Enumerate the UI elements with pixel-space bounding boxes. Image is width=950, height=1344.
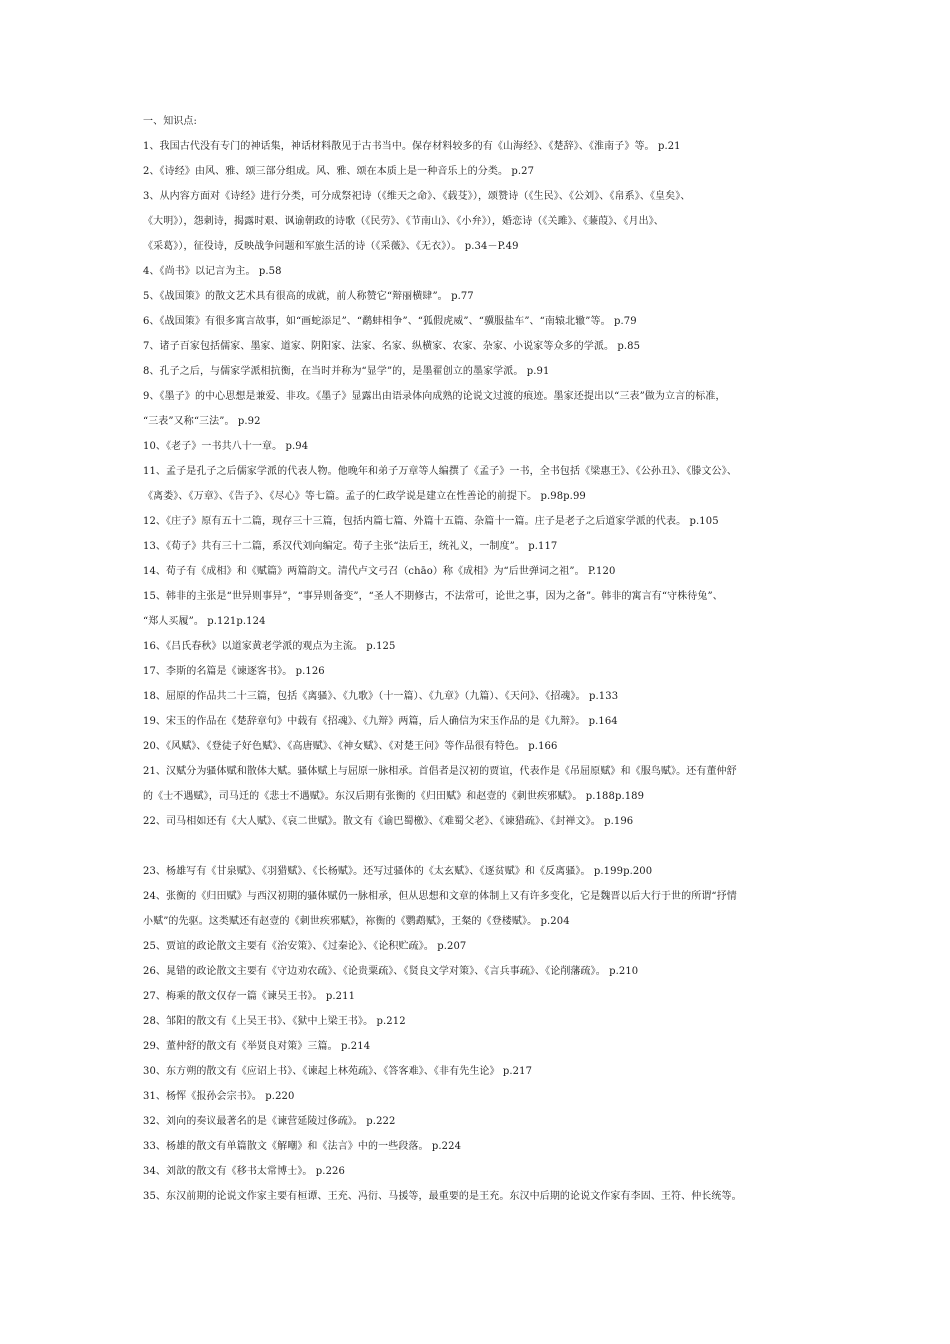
text-line: 22、司马相如还有《大人赋》、《哀二世赋》。散文有《谕巴蜀檄》、《难蜀父老》、《谏猎疏》、《封禅文》。 p.196 [143, 816, 634, 827]
text-line: “郑人买履”。 p.121p.124 [143, 616, 266, 627]
text-line: 24、张衡的《归田赋》与西汉初期的骚体赋仍一脉相承，但从思想和文章的体制上又有许多变化，它是魏晋以后大行于世的所谓“抒情 [143, 891, 737, 902]
text-line: 9、《墨子》的中心思想是兼爱、非攻。《墨子》显露出由语录体向成熟的论说文过渡的痕迹。墨家还提出以“三表”做为立言的标准， [143, 391, 726, 402]
text-line: 17、李斯的名篇是《谏逐客书》。 p.126 [143, 666, 325, 677]
text-line: 4、《尚书》以记言为主。 p.58 [143, 266, 282, 277]
document-body [143, 109, 823, 1209]
section-heading: 一、知识点: [143, 116, 197, 127]
text-line: 《采葛》），征役诗，反映战争问题和军旅生活的诗（《采薇》、《无衣》）。 p.34－P.49 [143, 241, 519, 252]
text-line: 25、贾谊的政论散文主要有《治安策》、《过秦论》、《论积贮疏》。 p.207 [143, 941, 467, 952]
text-line: 29、董仲舒的散文有《举贤良对策》三篇。 p.214 [143, 1041, 371, 1052]
blank-line [143, 834, 823, 859]
text-line: 3、从内容方面对《诗经》进行分类，可分成祭祀诗（《维天之命》、《载芟》），颂赞诗（《生民》、《公刘》、《帛系》、《皇矣》、 [143, 191, 691, 202]
text-line: 23、杨雄写有《甘泉赋》、《羽猎赋》、《长杨赋》。还写过骚体的《太玄赋》、《逐贫赋》和《反离骚》。 p.199p.200 [143, 866, 653, 877]
text-line: 5、《战国策》的散文艺术具有很高的成就，前人称赞它“辩丽横肆”。 p.77 [143, 291, 474, 302]
text-line: 11、孟子是孔子之后儒家学派的代表人物。他晚年和弟子万章等人编撰了《孟子》一书，全书包括《梁惠王》、《公孙丑》、《滕文公》、 [143, 466, 737, 477]
text-line: 27、梅乘的散文仅存一篇《谏吴王书》。 p.211 [143, 991, 356, 1002]
text-line: 33、杨雄的散文有单篇散文《解嘲》和《法言》中的一些段落。 p.224 [143, 1141, 462, 1152]
text-line: 31、杨恽《报孙会宗书》。 p.220 [143, 1091, 295, 1102]
text-line: 13、《荀子》共有三十二篇，系汉代刘向编定。荀子主张“法后王，统礼义，一制度”。 p.117 [143, 541, 558, 552]
text-line: 18、屈原的作品共二十三篇，包括《离骚》、《九歌》（十一篇）、《九章》（九篇）、《天问》、《招魂》。 p.133 [143, 691, 619, 702]
text-line: 12、《庄子》原有五十二篇，现存三十三篇，包括内篇七篇、外篇十五篇、杂篇十一篇。庄子是老子之后道家学派的代表。 p.105 [143, 516, 719, 527]
text-line: 《大明》），怨刺诗，揭露时艰、讽谕朝政的诗歌（《民劳》、《节南山》、《小弁》），婚恋诗（《关雎》、《蒹葭》、《月出》、 [143, 216, 664, 227]
text-line: 1、我国古代没有专门的神话集，神话材料散见于古书当中。保存材料较多的有《山海经》、《楚辞》、《淮南子》等。 p.21 [143, 141, 681, 152]
text-line: 8、孔子之后，与儒家学派相抗衡，在当时并称为“显学”的，是墨翟创立的墨家学派。 p.91 [143, 366, 550, 377]
text-line: 7、诸子百家包括儒家、墨家、道家、阴阳家、法家、名家、纵横家、农家、杂家、小说家等众多的学派。 p.85 [143, 341, 641, 352]
text-line: 小赋”的先驱。这类赋还有赵壹的《刺世疾邪赋》，祢衡的《鹦鹉赋》，王粲的《登楼赋》。 p.204 [143, 916, 570, 927]
text-line: 26、晁错的政论散文主要有《守边劝农疏》、《论贵粟疏》、《贤良文学对策》、《言兵事疏》、《论削藩疏》。 p.210 [143, 966, 639, 977]
text-line: 34、刘歆的散文有《移书太常博士》。 p.226 [143, 1166, 345, 1177]
text-line: 6、《战国策》有很多寓言故事，如“画蛇添足”、“鹬蚌相争”、“狐假虎威”、“骥服盐车”、“南辕北辙”等。 p.79 [143, 316, 637, 327]
text-line: 《离娄》、《万章》、《告子》、《尽心》等七篇。孟子的仁政学说是建立在性善论的前提下。 p.98p.99 [143, 491, 586, 502]
text-line: 10、《老子》一书共八十一章。 p.94 [143, 441, 309, 452]
knowledge-point-list [143, 134, 823, 1209]
text-line: 28、邹阳的散文有《上吴王书》、《狱中上梁王书》。 p.212 [143, 1016, 406, 1027]
text-line: 32、刘向的奏议最著名的是《谏营延陵过侈疏》。 p.222 [143, 1116, 396, 1127]
text-line: 14、荀子有《成相》和《赋篇》两篇韵文。清代卢文弓召（chāo）称《成相》为“后世弹词之祖”。 P.120 [143, 566, 616, 577]
text-line: 19、宋玉的作品在《楚辞章句》中载有《招魂》、《九辩》两篇，后人确信为宋玉作品的是《九辩》。 p.164 [143, 716, 618, 727]
text-line: 35、东汉前期的论说文作家主要有桓谭、王充、冯衍、马援等，最重要的是王充。东汉中后期的论说文作家有李固、王符、仲长统等。 [143, 1191, 742, 1202]
text-line: 20、《风赋》、《登徒子好色赋》、《高唐赋》、《神女赋》、《对楚王问》等作品很有特色。 p.166 [143, 741, 558, 752]
text-line: 2、《诗经》由风、雅、颂三部分组成。风、雅、颂在本质上是一种音乐上的分类。 p.27 [143, 166, 535, 177]
text-line: 30、东方朔的散文有《应诏上书》、《谏起上林苑疏》、《答客难》、《非有先生论》 p.217 [143, 1066, 533, 1077]
text-line: 21、汉赋分为骚体赋和散体大赋。骚体赋上与屈原一脉相承。首倡者是汉初的贾谊，代表作是《吊屈原赋》和《服鸟赋》。还有董仲舒 [143, 766, 737, 777]
text-line: 的《士不遇赋》，司马迁的《悲士不遇赋》。东汉后期有张衡的《归田赋》和赵壹的《刺世疾邪赋》。 p.188p.189 [143, 791, 645, 802]
text-line: 15、韩非的主张是“世异则事异”，“事异则备变”，“圣人不期修古，不法常可，论世之事，因为之备”。韩非的寓言有“守株待兔”、 [143, 591, 723, 602]
text-line: 16、《吕氏春秋》以道家黄老学派的观点为主流。 p.125 [143, 641, 396, 652]
text-line: “三表”又称“三法”。 p.92 [143, 416, 261, 427]
